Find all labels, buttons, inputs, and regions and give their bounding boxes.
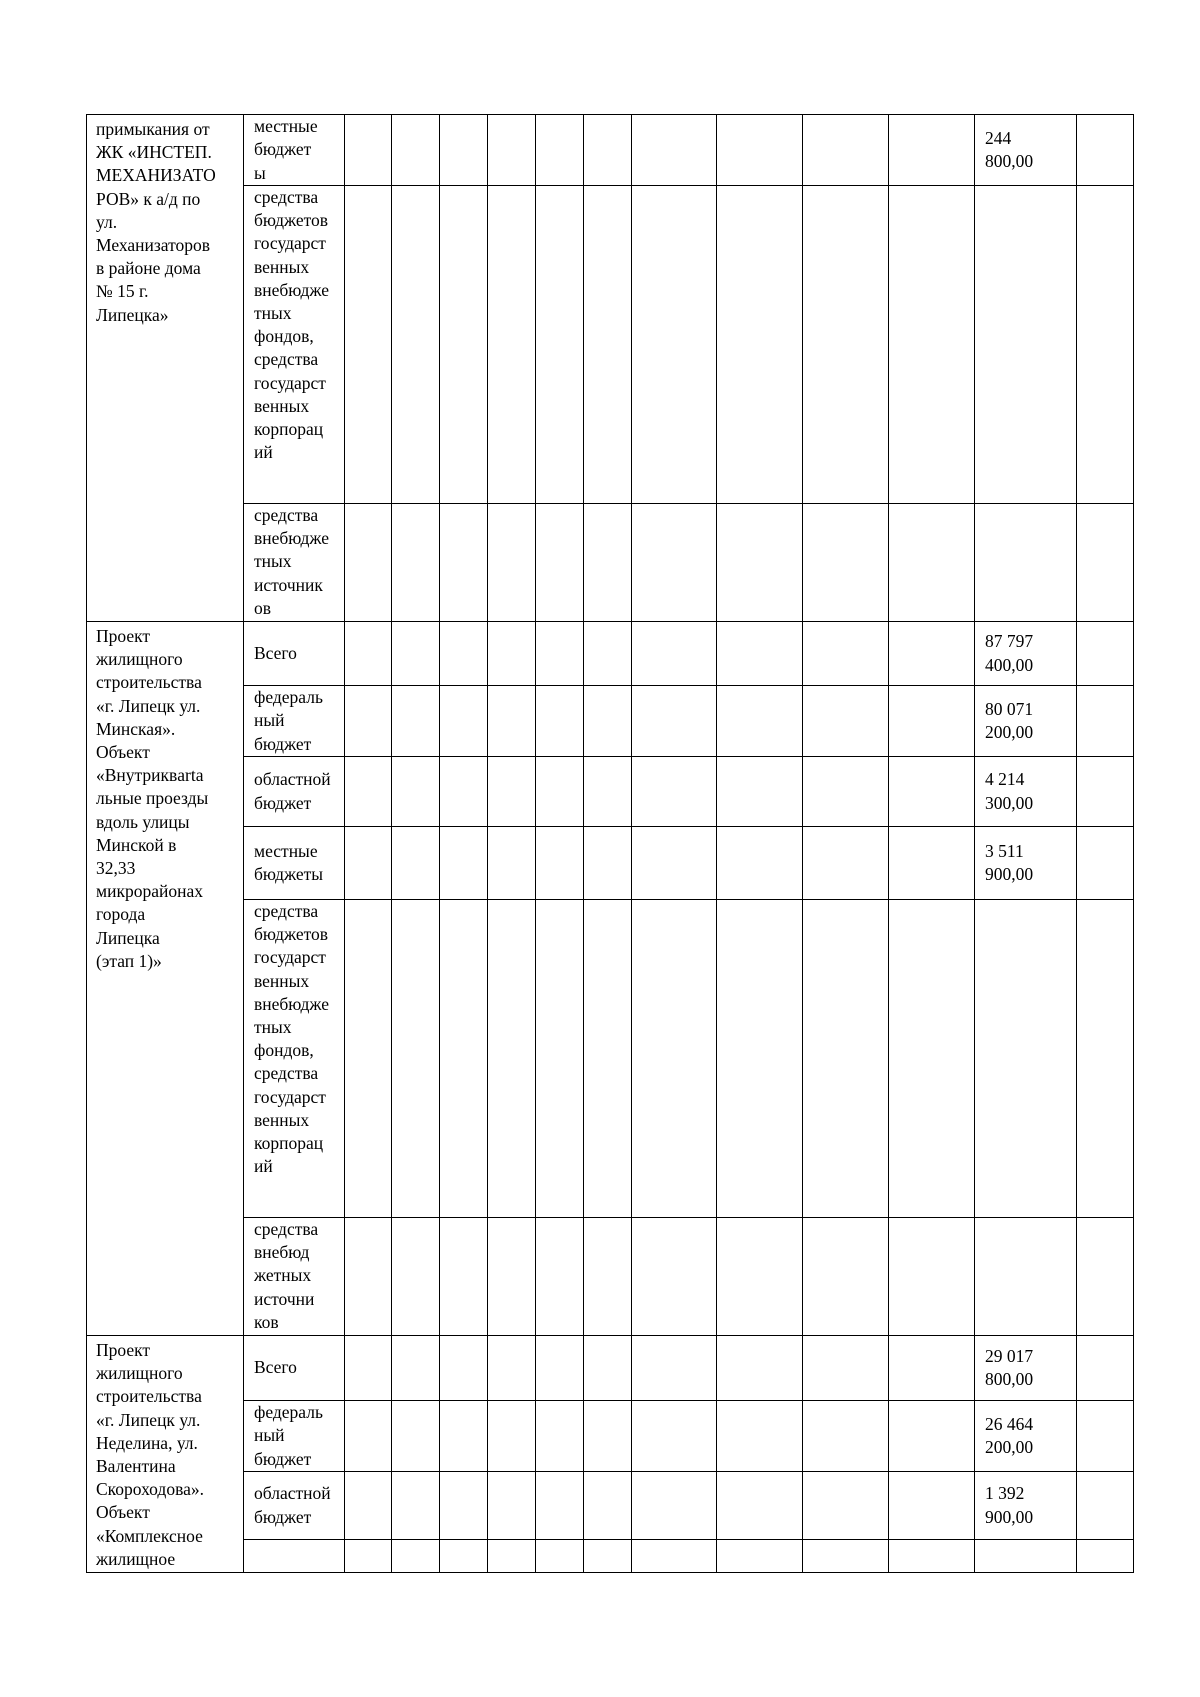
empty-cell — [717, 115, 803, 186]
amount-cell: 87 797 400,00 — [975, 622, 1077, 686]
empty-cell — [440, 115, 488, 186]
empty-cell — [584, 1336, 632, 1401]
empty-cell — [1077, 1401, 1134, 1472]
empty-cell — [717, 1218, 803, 1336]
empty-cell — [345, 186, 392, 504]
empty-cell — [632, 1218, 717, 1336]
empty-cell — [536, 1336, 584, 1401]
empty-cell — [717, 686, 803, 757]
empty-cell — [803, 900, 889, 1218]
empty-cell — [584, 115, 632, 186]
empty-cell — [440, 686, 488, 757]
empty-cell — [488, 1540, 536, 1573]
empty-cell — [536, 757, 584, 827]
empty-cell — [440, 1472, 488, 1540]
empty-cell — [345, 1336, 392, 1401]
empty-cell — [632, 1401, 717, 1472]
table-row — [87, 1218, 1134, 1336]
empty-cell — [536, 1472, 584, 1540]
empty-cell — [1077, 186, 1134, 504]
empty-cell — [717, 186, 803, 504]
empty-cell — [392, 1472, 440, 1540]
empty-cell — [488, 504, 536, 622]
funding-source-cell: местные бюджет ы — [244, 115, 345, 186]
empty-cell — [1077, 1218, 1134, 1336]
empty-cell — [536, 1401, 584, 1472]
empty-cell — [584, 757, 632, 827]
empty-cell — [889, 827, 975, 900]
empty-cell — [1077, 1540, 1134, 1573]
funding-source-cell: федераль ный бюджет — [244, 1401, 345, 1472]
empty-cell — [392, 827, 440, 900]
empty-cell — [1077, 504, 1134, 622]
empty-cell — [584, 827, 632, 900]
amount-cell — [975, 1540, 1077, 1573]
funding-source-cell: средства бюджетов государст венных внебюдже тных фондов, средства государст венных корпорац ий — [244, 186, 345, 504]
empty-cell — [345, 115, 392, 186]
amount-cell: 80 071 200,00 — [975, 686, 1077, 757]
project-name-cell: примыкания от ЖК «ИНСТЕП. МЕХАНИЗАТО РОВ» к а/д по ул. Механизаторов в районе дома № 15 г. Липецка» — [87, 115, 244, 622]
empty-cell — [632, 622, 717, 686]
amount-cell — [975, 1218, 1077, 1336]
table-row — [87, 827, 1134, 900]
amount-cell: 29 017 800,00 — [975, 1336, 1077, 1401]
empty-cell — [1077, 1336, 1134, 1401]
amount-cell — [975, 186, 1077, 504]
empty-cell — [488, 900, 536, 1218]
table-row — [87, 1540, 1134, 1573]
empty-cell — [488, 827, 536, 900]
empty-cell — [632, 900, 717, 1218]
budget-table — [86, 114, 1134, 1573]
empty-cell — [345, 1218, 392, 1336]
empty-cell — [488, 1472, 536, 1540]
empty-cell — [632, 1336, 717, 1401]
empty-cell — [584, 1472, 632, 1540]
table-row — [87, 757, 1134, 827]
empty-cell — [440, 1540, 488, 1573]
empty-cell — [717, 504, 803, 622]
empty-cell — [717, 1401, 803, 1472]
table-row — [87, 504, 1134, 622]
funding-source-cell: средства внебюдже тных источник ов — [244, 504, 345, 622]
empty-cell — [1077, 1472, 1134, 1540]
empty-cell — [488, 622, 536, 686]
empty-cell — [632, 757, 717, 827]
empty-cell — [345, 827, 392, 900]
empty-cell — [392, 504, 440, 622]
project-name-cell: Проект жилищного строительства «г. Липецк ул. Минская». Объект «Внутриквarta льные проезды вдоль улицы Минской в 32,33 микрорайонах города Липецка (этап 1)» — [87, 622, 244, 1336]
empty-cell — [584, 900, 632, 1218]
table-row — [87, 622, 1134, 686]
empty-cell — [488, 186, 536, 504]
empty-cell — [803, 827, 889, 900]
empty-cell — [488, 1401, 536, 1472]
empty-cell — [803, 1336, 889, 1401]
empty-cell — [392, 1218, 440, 1336]
empty-cell — [889, 622, 975, 686]
empty-cell — [488, 115, 536, 186]
empty-cell — [440, 757, 488, 827]
empty-cell — [345, 1401, 392, 1472]
funding-source-cell: Всего — [244, 1336, 345, 1401]
empty-cell — [889, 1472, 975, 1540]
funding-source-cell: областной бюджет — [244, 1472, 345, 1540]
empty-cell — [632, 115, 717, 186]
empty-cell — [488, 1218, 536, 1336]
empty-cell — [717, 1472, 803, 1540]
empty-cell — [803, 1401, 889, 1472]
empty-cell — [584, 504, 632, 622]
empty-cell — [392, 186, 440, 504]
empty-cell — [345, 622, 392, 686]
empty-cell — [440, 186, 488, 504]
empty-cell — [803, 757, 889, 827]
empty-cell — [392, 115, 440, 186]
empty-cell — [1077, 686, 1134, 757]
empty-cell — [717, 1336, 803, 1401]
empty-cell — [803, 115, 889, 186]
empty-cell — [632, 827, 717, 900]
empty-cell — [632, 186, 717, 504]
funding-source-cell: местные бюджеты — [244, 827, 345, 900]
empty-cell — [392, 1401, 440, 1472]
empty-cell — [392, 1540, 440, 1573]
empty-cell — [889, 504, 975, 622]
empty-cell — [584, 686, 632, 757]
empty-cell — [345, 1472, 392, 1540]
empty-cell — [345, 1540, 392, 1573]
table-body — [87, 115, 1134, 1573]
empty-cell — [803, 1540, 889, 1573]
empty-cell — [889, 1336, 975, 1401]
empty-cell — [889, 186, 975, 504]
empty-cell — [1077, 827, 1134, 900]
empty-cell — [803, 622, 889, 686]
funding-source-cell: областной бюджет — [244, 757, 345, 827]
empty-cell — [392, 622, 440, 686]
empty-cell — [632, 504, 717, 622]
empty-cell — [345, 900, 392, 1218]
empty-cell — [1077, 622, 1134, 686]
empty-cell — [488, 686, 536, 757]
empty-cell — [440, 1336, 488, 1401]
empty-cell — [717, 1540, 803, 1573]
empty-cell — [889, 1401, 975, 1472]
empty-cell — [536, 1218, 584, 1336]
empty-cell — [803, 1472, 889, 1540]
empty-cell — [1077, 900, 1134, 1218]
empty-cell — [488, 1336, 536, 1401]
empty-cell — [889, 115, 975, 186]
funding-source-cell: Всего — [244, 622, 345, 686]
table-row — [87, 1336, 1134, 1401]
empty-cell — [440, 1218, 488, 1336]
funding-source-cell: средства внебюд жетных источни ков — [244, 1218, 345, 1336]
table-row — [87, 900, 1134, 1218]
empty-cell — [717, 827, 803, 900]
empty-cell — [803, 1218, 889, 1336]
empty-cell — [584, 1218, 632, 1336]
empty-cell — [584, 186, 632, 504]
empty-cell — [392, 686, 440, 757]
amount-cell: 3 511 900,00 — [975, 827, 1077, 900]
funding-source-cell — [244, 1540, 345, 1573]
empty-cell — [889, 1218, 975, 1336]
empty-cell — [536, 115, 584, 186]
amount-cell: 26 464 200,00 — [975, 1401, 1077, 1472]
empty-cell — [345, 686, 392, 757]
empty-cell — [584, 1401, 632, 1472]
empty-cell — [889, 1540, 975, 1573]
empty-cell — [536, 622, 584, 686]
amount-cell: 244 800,00 — [975, 115, 1077, 186]
empty-cell — [536, 900, 584, 1218]
table-row — [87, 686, 1134, 757]
empty-cell — [1077, 757, 1134, 827]
empty-cell — [440, 622, 488, 686]
funding-source-cell: федераль ный бюджет — [244, 686, 345, 757]
empty-cell — [717, 900, 803, 1218]
empty-cell — [889, 757, 975, 827]
empty-cell — [536, 186, 584, 504]
empty-cell — [440, 1401, 488, 1472]
empty-cell — [717, 622, 803, 686]
amount-cell — [975, 900, 1077, 1218]
empty-cell — [536, 827, 584, 900]
table-row — [87, 1472, 1134, 1540]
empty-cell — [889, 686, 975, 757]
empty-cell — [392, 757, 440, 827]
empty-cell — [632, 1540, 717, 1573]
empty-cell — [803, 504, 889, 622]
table-row — [87, 1401, 1134, 1472]
project-name-cell: Проект жилищного строительства «г. Липецк ул. Неделина, ул. Валентина Скороходова». Объект «Комплексное жилищное — [87, 1336, 244, 1573]
empty-cell — [632, 686, 717, 757]
empty-cell — [717, 757, 803, 827]
empty-cell — [488, 757, 536, 827]
empty-cell — [392, 1336, 440, 1401]
empty-cell — [345, 504, 392, 622]
empty-cell — [440, 827, 488, 900]
empty-cell — [440, 504, 488, 622]
funding-source-cell: средства бюджетов государст венных внебюдже тных фондов, средства государст венных корпорац ий — [244, 900, 345, 1218]
table-row — [87, 186, 1134, 504]
empty-cell — [536, 686, 584, 757]
empty-cell — [584, 1540, 632, 1573]
empty-cell — [536, 1540, 584, 1573]
amount-cell — [975, 504, 1077, 622]
empty-cell — [889, 900, 975, 1218]
empty-cell — [632, 1472, 717, 1540]
table-row — [87, 115, 1134, 186]
empty-cell — [392, 900, 440, 1218]
amount-cell: 4 214 300,00 — [975, 757, 1077, 827]
empty-cell — [536, 504, 584, 622]
empty-cell — [440, 900, 488, 1218]
amount-cell: 1 392 900,00 — [975, 1472, 1077, 1540]
empty-cell — [345, 757, 392, 827]
empty-cell — [584, 622, 632, 686]
empty-cell — [803, 186, 889, 504]
empty-cell — [1077, 115, 1134, 186]
empty-cell — [803, 686, 889, 757]
